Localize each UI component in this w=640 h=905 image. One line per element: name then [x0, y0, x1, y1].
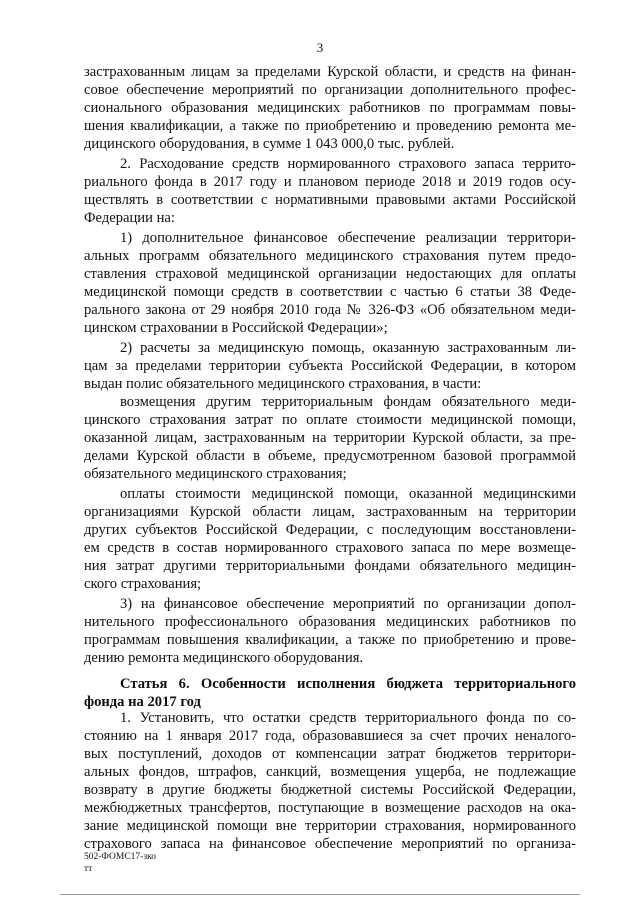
text-line: ния затрат другими территориальными фондами обязательного медицин- [84, 558, 576, 574]
text-line: альных фондов, штрафов, санкций, возмещения ущерба, не подлежащие [84, 764, 576, 780]
text-line: делами Курской области в объеме, предусмотренном базовой программой [84, 448, 576, 464]
text-line: цинском страховании в Российской Федерации»; [84, 320, 388, 336]
text-line: медицинской помощи средств в соответствии с частью 6 статьи 38 Феде- [84, 284, 576, 300]
text-line: возврату в другие бюджеты бюджетной системы Российской Федерации, [84, 782, 576, 798]
text-line: шения квалификации, а также по приобретению и проведению ремонта ме- [84, 118, 576, 134]
text-line: зание медицинской помощи вне территории страхования, нормированного [84, 818, 576, 834]
text-line: совое обеспечение мероприятий по организации дополнительного профес- [84, 82, 576, 98]
document-code: 502-ФОМС17-зко [84, 852, 156, 862]
text-line: ского страхования; [84, 576, 202, 592]
text-line: 3) на финансовое обеспечение мероприятий по организации допол- [120, 596, 576, 612]
text-line: других субъектов Российской Федерации, с последующим восстановлени- [84, 522, 576, 538]
text-line: дицинского оборудования, в сумме 1 043 000,0 тыс. рублей. [84, 136, 455, 152]
text-line: 2. Расходование средств нормированного страхового запаса террито- [120, 156, 576, 172]
text-line: ставления страховой медицинской организации недостающих для оплаты [84, 266, 576, 282]
text-line: сионального образования медицинских работников по программам повы- [84, 100, 576, 116]
text-line: альных программ обязательного медицинского страхования путем предо- [84, 248, 576, 264]
text-line: программам повышения квалификации, а также по приобретению и прове- [84, 632, 576, 648]
text-line: рального закона от 29 ноября 2010 года № 326-ФЗ «Об обязательном меди- [84, 302, 576, 318]
footer-rule [60, 894, 580, 895]
text-line: межбюджетных трансфертов, поступающие в возмещение расходов на ока- [84, 800, 576, 816]
article-heading-line: Статья 6. Особенности исполнения бюджета территориального [120, 676, 576, 692]
text-line: 2) расчеты за медицинскую помощь, оказанную застрахованным ли- [120, 340, 576, 356]
text-line: ем средств в состав нормированного страхового запаса по мере возмеще- [84, 540, 576, 556]
article-heading-line: фонда на 2017 год [84, 694, 201, 710]
text-line: выдан полис обязательного медицинского страхования, в части: [84, 376, 482, 392]
text-line: 1) дополнительное финансовое обеспечение реализации территори- [120, 230, 576, 246]
text-line: 1. Установить, что остатки средств территориального фонда по со- [120, 710, 576, 726]
page-number: 3 [316, 40, 324, 55]
text-line: оплаты стоимости медицинской помощи, оказанной медицинскими [120, 486, 576, 502]
text-line: цам за пределами территории субъекта Российской Федерации, в котором [84, 358, 576, 374]
text-line: вых поступлений, доходов от компенсации затрат бюджетов территори- [84, 746, 576, 762]
text-line: риального фонда в 2017 году и плановом периоде 2018 и 2019 годов осу- [84, 174, 576, 190]
text-line: оказанной лицам, застрахованным на территории Курской области, за пре- [84, 430, 576, 446]
text-line: возмещения другим территориальным фондам обязательного меди- [120, 394, 576, 410]
text-line: нительного профессионального образования медицинских работников по [84, 614, 576, 630]
text-line: цинского страхования затрат по оплате стоимости медицинской помощи, [84, 412, 576, 428]
document-initials: тт [84, 864, 93, 874]
text-line: страхового запаса на финансовое обеспечение мероприятий по организа- [84, 836, 576, 852]
text-line: дению ремонта медицинского оборудования. [84, 650, 364, 666]
text-line: обязательного медицинского страхования; [84, 466, 347, 482]
text-line: Федерации на: [84, 210, 175, 226]
text-line: ществлять в соответствии с нормативными правовыми актами Российской [84, 192, 576, 208]
text-line: организациями Курской области лицам, застрахованным на территории [84, 504, 576, 520]
text-line: застрахованным лицам за пределами Курской области, и средств на финан- [84, 64, 576, 80]
text-line: стоянию на 1 января 2017 года, образовавшиеся за счет прочих неналого- [84, 728, 576, 744]
